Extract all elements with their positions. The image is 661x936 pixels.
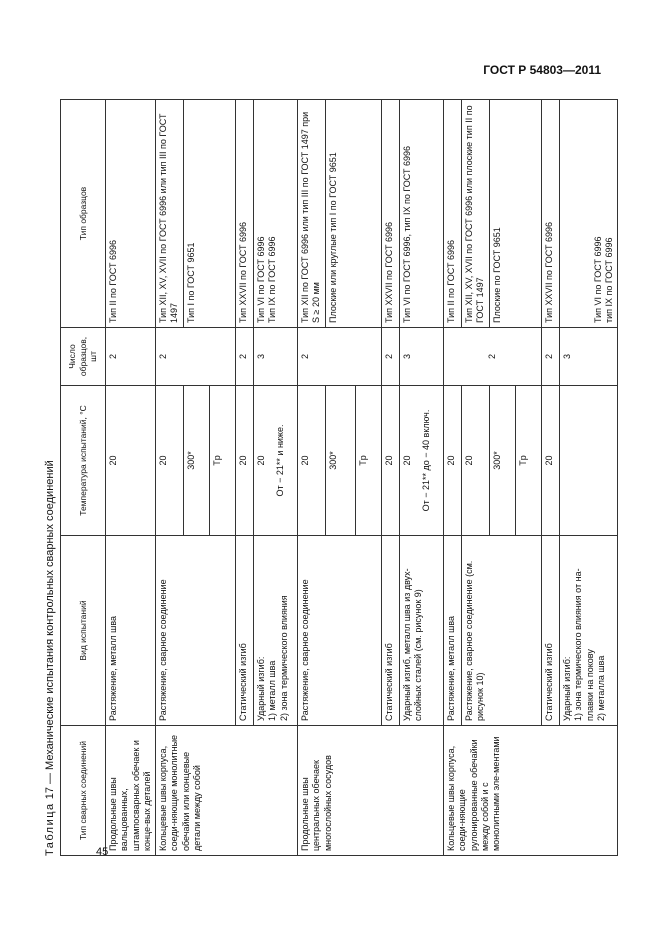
sample-value: Тип VI по ГОСТ 6996 bbox=[256, 236, 266, 323]
sample-cell: Тип VI по ГОСТ 6996, тип IX по ГОСТ 6996 bbox=[400, 100, 444, 328]
test-item: 1) зона термического влияния от на-плавки на покову bbox=[573, 568, 595, 721]
temp-cell: 20 bbox=[106, 386, 156, 536]
table-caption bbox=[44, 460, 56, 856]
temp-cell: 20 bbox=[298, 386, 326, 536]
test-cell: Растяжение, металл шва bbox=[106, 536, 156, 726]
temp-cell bbox=[560, 386, 618, 536]
table-header-row bbox=[61, 100, 106, 856]
test-item: 2) зона термического влияния bbox=[278, 595, 289, 721]
table-row bbox=[444, 100, 462, 856]
caption-text: 17 — Механические испытания контрольных сварных соединений bbox=[44, 460, 56, 800]
temp-cell bbox=[400, 386, 444, 536]
sample-cell: Тип XII по ГОСТ 6996 или тип III по ГОСТ 1497 при S ≥ 20 мм bbox=[298, 100, 326, 328]
test-item: 1) металл шва bbox=[267, 660, 278, 721]
temp-cell: 300* bbox=[184, 386, 210, 536]
sample-cell: Тип XII, XV, XVII по ГОСТ 6996 или плоские тип II по ГОСТ 1497 bbox=[462, 100, 490, 328]
temp-value: 20 bbox=[256, 455, 266, 466]
count-cell: 3 bbox=[254, 328, 298, 386]
rotated-page-content bbox=[40, 100, 614, 856]
test-label: Ударный изгиб: bbox=[562, 656, 572, 721]
temp-cell: Tp bbox=[356, 386, 382, 536]
temp-cell: 300* bbox=[490, 386, 516, 536]
temp-cell: 20 bbox=[462, 386, 490, 536]
column-header: Вид испытаний bbox=[61, 536, 106, 726]
count-cell: 2 bbox=[542, 328, 560, 386]
page-number: 45 bbox=[96, 846, 109, 858]
temp-cell: Tp bbox=[210, 386, 236, 536]
test-cell: Статический изгиб bbox=[236, 536, 254, 726]
joint-type-cell: Кольцевые швы корпуса, соеди-няющие монолитные обечайки или концевые детали между собой bbox=[156, 726, 298, 856]
test-cell: Растяжение, сварное соединение bbox=[156, 536, 236, 726]
sample-cell: Тип II по ГОСТ 6996 bbox=[106, 100, 156, 328]
temp-cell: 20 bbox=[542, 386, 560, 536]
test-cell: Растяжение, сварное соединение bbox=[298, 536, 382, 726]
temp-cell: 20 bbox=[156, 386, 184, 536]
column-header: Тип сварных соединений bbox=[61, 726, 106, 856]
sample-cell: Тип XXVII по ГОСТ 6996 bbox=[382, 100, 400, 328]
test-item: 2) металла шва bbox=[595, 655, 606, 721]
temp-cell bbox=[254, 386, 298, 536]
temp-cell: 20 bbox=[236, 386, 254, 536]
count-cell: 3 bbox=[400, 328, 444, 386]
temp-cell: Tp bbox=[516, 386, 542, 536]
sample-cell bbox=[560, 100, 618, 328]
sample-cell: Тип XXVII по ГОСТ 6996 bbox=[542, 100, 560, 328]
sample-cell: Тип I по ГОСТ 9651 bbox=[184, 100, 236, 328]
test-cell bbox=[560, 536, 618, 726]
sample-value: тип IX по ГОСТ 6996 bbox=[603, 237, 614, 323]
sample-value: Тип IX по ГОСТ 6996 bbox=[267, 236, 278, 323]
count-cell: 3 bbox=[560, 328, 618, 386]
count-cell: 2 bbox=[156, 328, 236, 386]
table-row bbox=[298, 100, 326, 856]
temp-cell: 20 bbox=[444, 386, 462, 536]
sample-cell bbox=[254, 100, 298, 328]
joint-type-cell: Кольцевые швы корпуса, соеди-няющие рулонированные обечайки между собой и с монолитными эле-ментами bbox=[444, 726, 618, 856]
temp-cell: 300* bbox=[326, 386, 356, 536]
column-header: Число образцов, шт bbox=[61, 328, 106, 386]
test-cell: Растяжение, металл шва bbox=[444, 536, 462, 726]
standard-number: ГОСТ Р 54803—2011 bbox=[483, 63, 601, 77]
count-cell: 2 bbox=[236, 328, 254, 386]
sample-cell: Плоские по ГОСТ 9651 bbox=[490, 100, 542, 328]
joint-type-cell: Продольные швы вальцованных, штампосварных обечаек и конце-вых деталей bbox=[106, 726, 156, 856]
temp-value: 20 bbox=[402, 455, 412, 466]
temp-value: От − 21** до − 40 включ. bbox=[421, 409, 432, 512]
count-cell: 2 bbox=[382, 328, 400, 386]
column-header: Температура испытаний, °С bbox=[61, 386, 106, 536]
count-cell: 2 bbox=[444, 328, 542, 386]
sample-cell: Тип XII, XV, XVII по ГОСТ 6996 или тип III по ГОСТ 1497 bbox=[156, 100, 184, 328]
joint-type-cell: Продольные швы центральных обечаек многослойных сосудов bbox=[298, 726, 444, 856]
test-cell: Ударный изгиб, металл шва из двух-слойных сталей (см. рисунок 9) bbox=[400, 536, 444, 726]
sample-cell: Плоские или круглые тип I по ГОСТ 9651 bbox=[326, 100, 382, 328]
sample-value: Тип VI по ГОСТ 6996 bbox=[592, 236, 603, 323]
count-cell: 2 bbox=[298, 328, 382, 386]
column-header: Тип образцов bbox=[61, 100, 106, 328]
temp-cell: 20 bbox=[382, 386, 400, 536]
test-cell: Статический изгиб bbox=[382, 536, 400, 726]
sample-cell: Тип XXVII по ГОСТ 6996 bbox=[236, 100, 254, 328]
table-row bbox=[106, 100, 156, 856]
caption-prefix: Таблица bbox=[44, 802, 56, 856]
count-cell: 2 bbox=[106, 328, 156, 386]
sample-cell: Тип II по ГОСТ 6996 bbox=[444, 100, 462, 328]
test-cell bbox=[254, 536, 298, 726]
temp-value: От − 21** и ниже. bbox=[275, 424, 286, 497]
test-label: Ударный изгиб: bbox=[256, 656, 266, 721]
test-cell: Растяжение, сварное соединение (см. рисунок 10) bbox=[462, 536, 542, 726]
mechanical-tests-table bbox=[60, 99, 618, 856]
table-row bbox=[156, 100, 184, 856]
test-cell: Статический изгиб bbox=[542, 536, 560, 726]
